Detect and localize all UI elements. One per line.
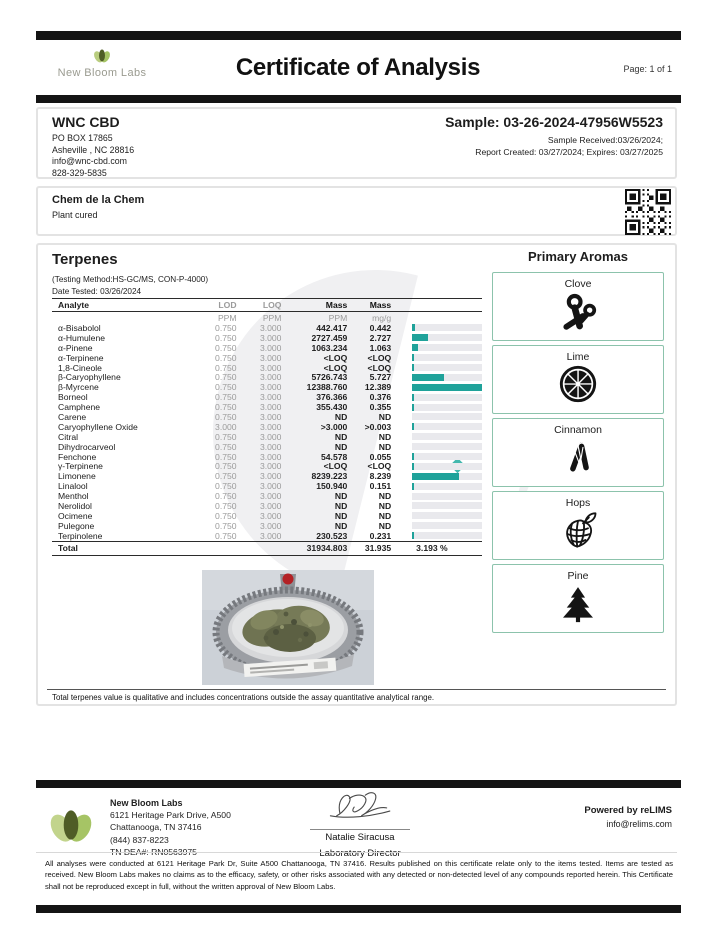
analyte-lod: 0.750 — [215, 481, 237, 492]
aroma-cards — [492, 272, 664, 633]
strain-name: Chem de la Chem — [52, 194, 145, 206]
footer-address-line: TN DEA#: RN0563975 — [110, 846, 197, 857]
signer-title: Laboratory Director — [319, 848, 401, 859]
aroma-label: Pine — [567, 570, 589, 582]
analyte-lod: 0.750 — [215, 431, 237, 442]
analyte-mass-ppm: 54.578 — [321, 451, 348, 462]
terpene-row — [52, 412, 482, 422]
top-divider-bar — [36, 31, 681, 40]
analyte-bar-track — [412, 354, 482, 361]
sample-dates — [475, 134, 663, 158]
sample-photo — [202, 570, 374, 685]
analyte-lod: 0.750 — [215, 471, 237, 482]
terpene-row — [52, 343, 482, 353]
analyte-name: α-Terpinene — [58, 352, 104, 363]
powered-by-label: Powered by reLIMS — [584, 805, 672, 816]
analyte-bar — [412, 324, 415, 331]
analyte-loq: 3.000 — [259, 382, 282, 393]
analyte-mass-mgg: 0.442 — [369, 322, 392, 333]
analyte-lod: 0.750 — [215, 451, 237, 462]
analyte-name: γ-Terpinene — [58, 461, 103, 472]
terpene-row — [52, 333, 482, 343]
terpenes-panel — [36, 243, 677, 706]
analyte-name: Terpinolene — [58, 530, 103, 541]
col-lod: LOD — [218, 300, 237, 310]
analyte-loq: 3.000 — [259, 520, 282, 531]
terpene-row — [52, 442, 482, 452]
analyte-lod: 0.750 — [215, 402, 237, 413]
terpene-row — [52, 432, 482, 442]
analyte-mass-mgg: 5.727 — [369, 372, 392, 383]
aroma-label: Hops — [565, 497, 591, 509]
analyte-loq: 3.000 — [259, 332, 282, 343]
footer-lab-name: New Bloom Labs — [110, 798, 183, 808]
analyte-mass-mgg: <LOQ — [367, 352, 392, 363]
pine-icon — [558, 583, 598, 623]
aroma-card — [492, 272, 664, 341]
analyte-mass-ppm: <LOQ — [323, 362, 348, 373]
terpene-row — [52, 422, 482, 432]
date-tested: Date Tested: 03/26/2024 — [52, 287, 142, 296]
aroma-card — [492, 491, 664, 560]
terpenes-note: Total terpenes value is qualitative and includes concentrations outside the assay quantitative analytical range. — [52, 693, 435, 702]
analyte-loq: 3.000 — [259, 500, 282, 511]
strain-panel — [36, 186, 677, 236]
analyte-name: Linalool — [58, 481, 88, 492]
client-address-line: PO BOX 17865 — [52, 133, 113, 143]
analyte-name: Ocimene — [58, 510, 93, 521]
analyte-lod: 0.750 — [215, 382, 237, 393]
table-units-row — [52, 312, 482, 323]
analyte-bar — [412, 354, 414, 361]
analyte-mass-ppm: 150.940 — [316, 481, 348, 492]
sample-photo-image — [202, 570, 374, 685]
analyte-bar-track — [412, 483, 482, 490]
analyte-mass-ppm: 12388.760 — [306, 382, 348, 393]
col-analyte: Analyte — [58, 300, 90, 310]
signature-block — [300, 789, 420, 859]
analyte-loq: 3.000 — [259, 342, 282, 353]
hops-icon — [558, 510, 598, 550]
primary-aromas-title: Primary Aromas — [528, 249, 628, 264]
analyte-name: Borneol — [58, 392, 88, 403]
terpene-row — [52, 491, 482, 501]
client-address-line: 828-329-5835 — [52, 167, 107, 178]
analyte-name: α-Pinene — [58, 342, 93, 353]
table-total-row — [52, 542, 482, 555]
analyte-loq: 3.000 — [259, 372, 282, 383]
client-name: WNC CBD — [52, 114, 120, 130]
signature-image — [313, 789, 408, 822]
total-percent: 3.193 % — [416, 543, 448, 554]
analyte-bar — [412, 423, 414, 430]
analyte-bar — [412, 364, 414, 371]
footer-lab-logo — [46, 800, 96, 846]
analyte-mass-ppm: 8239.223 — [311, 471, 348, 482]
analyte-bar-track — [412, 423, 482, 430]
header-divider-bar — [36, 95, 681, 103]
analyte-loq: 3.000 — [259, 421, 282, 432]
analyte-name: Camphene — [58, 402, 101, 413]
analyte-name: Caryophyllene Oxide — [58, 421, 138, 432]
aroma-card — [492, 418, 664, 487]
analyte-loq: 3.000 — [259, 411, 282, 422]
aroma-card — [492, 345, 664, 414]
cinnamon-icon — [558, 437, 598, 477]
powered-by — [584, 805, 672, 829]
terpene-rows — [52, 323, 482, 541]
analyte-mass-mgg: ND — [378, 441, 392, 452]
analyte-lod: 0.750 — [215, 500, 237, 511]
sample-type: Plant cured — [52, 210, 98, 220]
aroma-icon-slot — [493, 364, 663, 409]
terpene-row — [52, 363, 482, 373]
aroma-icon-slot — [493, 583, 663, 628]
analyte-loq: 3.000 — [259, 461, 282, 472]
analyte-bar — [412, 453, 414, 460]
analyte-loq: 3.000 — [259, 491, 282, 502]
analyte-mass-mgg: 12.389 — [364, 382, 392, 393]
analyte-mass-ppm: 355.430 — [316, 402, 348, 413]
analyte-lod: 0.750 — [215, 372, 237, 383]
col-mass-mgg: Mass — [369, 300, 392, 310]
analyte-mass-ppm: ND — [334, 520, 348, 531]
clove-icon — [558, 291, 598, 331]
testing-method: (Testing Method:HS-GC/MS, CON-P-4000) — [52, 275, 209, 284]
terpene-row — [52, 461, 482, 471]
analyte-name: β-Myrcene — [58, 382, 99, 393]
analyte-loq: 3.000 — [259, 362, 282, 373]
analyte-mass-mgg: 0.055 — [369, 451, 392, 462]
analyte-bar-track — [412, 324, 482, 331]
analyte-mass-mgg: >0.003 — [364, 421, 392, 432]
leaf-logo-icon — [46, 800, 96, 850]
analyte-bar — [412, 384, 482, 391]
terpene-row — [52, 471, 482, 481]
analyte-lod: 0.750 — [215, 461, 237, 472]
page-title: Certificate of Analysis — [235, 54, 481, 81]
analyte-mass-ppm: 2727.459 — [311, 332, 348, 343]
terpenes-table — [52, 298, 482, 556]
analyte-loq: 3.000 — [259, 451, 282, 462]
analyte-bar — [412, 394, 414, 401]
legal-divider — [36, 852, 677, 853]
analyte-lod: 3.000 — [215, 421, 237, 432]
client-address — [52, 133, 134, 179]
client-address-line: Asheville , NC 28816 — [52, 144, 135, 155]
aroma-label: Cinnamon — [554, 424, 602, 436]
aroma-icon-slot — [493, 291, 663, 336]
lime-icon — [558, 364, 598, 404]
unit-mass-ppm: PPM — [328, 312, 348, 323]
analyte-bar-track — [412, 453, 482, 460]
analyte-bar-track — [412, 493, 482, 500]
col-loq: LOQ — [262, 300, 282, 310]
analyte-bar — [412, 374, 444, 381]
analyte-bar-track — [412, 394, 482, 401]
unit-lod: PPM — [217, 312, 237, 323]
analyte-mass-mgg: 0.355 — [369, 402, 392, 413]
analyte-mass-ppm: ND — [334, 500, 348, 511]
analyte-name: Limonene — [58, 471, 96, 482]
qr-code — [625, 189, 671, 235]
analyte-mass-ppm: 376.366 — [316, 392, 348, 403]
analyte-mass-mgg: 0.376 — [369, 392, 392, 403]
total-label: Total — [58, 543, 78, 554]
footer-address-line: 6121 Heritage Park Drive, A500 — [110, 810, 231, 821]
analyte-bar-track — [412, 413, 482, 420]
aroma-card — [492, 564, 664, 633]
analyte-mass-ppm: >3.000 — [320, 421, 348, 432]
footer-address-line: (844) 837-8223 — [110, 834, 169, 845]
total-mgg: 31.935 — [364, 543, 392, 554]
analyte-mass-mgg: 1.063 — [369, 342, 392, 353]
analyte-name: Dihydrocarveol — [58, 441, 116, 452]
analyte-name: Citral — [58, 431, 79, 442]
terpene-row — [52, 382, 482, 392]
analyte-bar-track — [412, 502, 482, 509]
analyte-mass-mgg: ND — [378, 411, 392, 422]
analyte-name: Pulegone — [58, 520, 95, 531]
bottom-divider-bar — [36, 905, 681, 913]
analyte-bar-track — [412, 334, 482, 341]
analyte-bar-track — [412, 384, 482, 391]
analyte-lod: 0.750 — [215, 332, 237, 343]
analyte-loq: 3.000 — [259, 530, 282, 541]
analyte-bar-track — [412, 522, 482, 529]
analyte-loq: 3.000 — [259, 471, 282, 482]
analyte-lod: 0.750 — [215, 530, 237, 541]
report-created: Report Created: 03/27/2024; Expires: 03/27/2025 — [475, 147, 663, 157]
terpene-row — [52, 531, 482, 541]
footer-address — [110, 797, 231, 858]
lab-logo-name: New Bloom Labs — [57, 67, 147, 79]
analyte-bar — [412, 404, 414, 411]
sample-id: Sample: 03-26-2024-47956W5523 — [445, 114, 663, 130]
analyte-bar — [412, 473, 458, 480]
legal-text: All analyses were conducted at 6121 Heritage Park Dr, Suite A500 Chattanooga, TN 37416. Results published on this certificate relate only to the items tested. Items are tested as received. New Bloom Labs makes no claims as to the efficacy, safety, or other risks associated with any detected or non-detected level of any compounds reported herein. This Certificate shall not be reproduced except in full, without the written approval of New Bloom Labs. — [45, 859, 673, 891]
analyte-bar-track — [412, 344, 482, 351]
analyte-mass-mgg: <LOQ — [367, 362, 392, 373]
analyte-lod: 0.750 — [215, 342, 237, 353]
analyte-mass-ppm: ND — [334, 411, 348, 422]
analyte-bar — [412, 483, 414, 490]
sample-received: Sample Received:03/26/2024; — [547, 135, 663, 145]
analyte-lod: 0.750 — [215, 441, 237, 452]
analyte-mass-mgg: ND — [378, 510, 392, 521]
aroma-label: Lime — [566, 351, 590, 363]
client-address-line: info@wnc-cbd.com — [52, 156, 127, 166]
col-mass-ppm: Mass — [325, 300, 348, 310]
terpene-row — [52, 392, 482, 402]
analyte-loq: 3.000 — [259, 352, 282, 363]
section-title-terpenes: Terpenes — [52, 251, 118, 268]
terpene-row — [52, 511, 482, 521]
analyte-mass-mgg: ND — [378, 491, 392, 502]
analyte-mass-ppm: 230.523 — [316, 530, 348, 541]
analyte-lod: 0.750 — [215, 510, 237, 521]
table-header-row — [52, 299, 482, 311]
terpene-row — [52, 501, 482, 511]
unit-mass-mgg: mg/g — [372, 312, 392, 323]
analyte-bar — [412, 463, 414, 470]
analyte-name: Carene — [58, 411, 87, 422]
analyte-mass-mgg: ND — [378, 500, 392, 511]
analyte-mass-ppm: 5726.743 — [311, 372, 348, 383]
analyte-lod: 0.750 — [215, 411, 237, 422]
analyte-mass-ppm: 442.417 — [316, 322, 348, 333]
analyte-bar-track — [412, 512, 482, 519]
analyte-bar — [412, 334, 427, 341]
analyte-name: α-Humulene — [58, 332, 106, 343]
analyte-mass-mgg: <LOQ — [367, 461, 392, 472]
analyte-bar-track — [412, 463, 482, 470]
analyte-name: Menthol — [58, 491, 89, 502]
analyte-lod: 0.750 — [215, 362, 237, 373]
terpene-row — [52, 452, 482, 462]
terpene-row — [52, 353, 482, 363]
analyte-mass-ppm: 1063.234 — [311, 342, 348, 353]
analyte-lod: 0.750 — [215, 491, 237, 502]
analyte-loq: 3.000 — [259, 481, 282, 492]
analyte-lod: 0.750 — [215, 392, 237, 403]
terpene-row — [52, 372, 482, 382]
analyte-name: Nerolidol — [58, 500, 92, 511]
analyte-name: α-Bisabolol — [58, 322, 101, 333]
analyte-name: 1,8-Cineole — [58, 362, 102, 373]
terpene-row — [52, 323, 482, 333]
powered-by-email: info@relims.com — [606, 819, 672, 829]
analyte-mass-ppm: ND — [334, 510, 348, 521]
primary-aromas — [492, 249, 664, 637]
analyte-mass-mgg: 0.151 — [369, 481, 392, 492]
terpene-row — [52, 481, 482, 491]
analyte-mass-ppm: <LOQ — [323, 461, 348, 472]
analyte-bar — [412, 532, 413, 539]
analyte-mass-ppm: ND — [334, 441, 348, 452]
analyte-bar-track — [412, 404, 482, 411]
analyte-loq: 3.000 — [259, 392, 282, 403]
analyte-bar-track — [412, 473, 482, 480]
analyte-mass-mgg: ND — [378, 431, 392, 442]
analyte-bar-track — [412, 443, 482, 450]
analyte-mass-mgg: ND — [378, 520, 392, 531]
analyte-lod: 0.750 — [215, 520, 237, 531]
signer-name: Natalie Siracusa — [310, 829, 410, 843]
analyte-loq: 3.000 — [259, 510, 282, 521]
analyte-name: Fenchone — [58, 451, 97, 462]
analyte-bar-track — [412, 374, 482, 381]
footer-address-line: Chattanooga, TN 37416 — [110, 822, 202, 833]
analyte-bar-track — [412, 364, 482, 371]
analyte-loq: 3.000 — [259, 322, 282, 333]
terpene-row — [52, 521, 482, 531]
client-sample-panel — [36, 107, 677, 179]
table-rule — [52, 555, 482, 556]
analyte-name: β-Caryophyllene — [58, 372, 121, 383]
aroma-icon-slot — [493, 510, 663, 555]
analyte-bar-track — [412, 433, 482, 440]
aroma-label: Clove — [564, 278, 592, 290]
total-ppm: 31934.803 — [306, 543, 348, 554]
analyte-mass-mgg: 8.239 — [369, 471, 392, 482]
analyte-loq: 3.000 — [259, 431, 282, 442]
analyte-mass-ppm: ND — [334, 491, 348, 502]
analyte-mass-mgg: 0.231 — [369, 530, 392, 541]
terpene-row — [52, 402, 482, 412]
unit-loq: PPM — [262, 312, 282, 323]
analyte-bar — [412, 344, 418, 351]
aroma-icon-slot — [493, 437, 663, 482]
col-bar-spacer — [412, 302, 482, 309]
analyte-lod: 0.750 — [215, 322, 237, 333]
analyte-lod: 0.750 — [215, 352, 237, 363]
analyte-loq: 3.000 — [259, 402, 282, 413]
analyte-mass-ppm: ND — [334, 431, 348, 442]
analyte-bar-track — [412, 532, 482, 539]
note-divider — [47, 689, 666, 690]
analyte-loq: 3.000 — [259, 441, 282, 452]
page-number: Page: 1 of 1 — [623, 64, 672, 74]
analyte-mass-mgg: 2.727 — [369, 332, 392, 343]
analyte-mass-ppm: <LOQ — [323, 352, 348, 363]
footer-divider-bar — [36, 780, 681, 788]
